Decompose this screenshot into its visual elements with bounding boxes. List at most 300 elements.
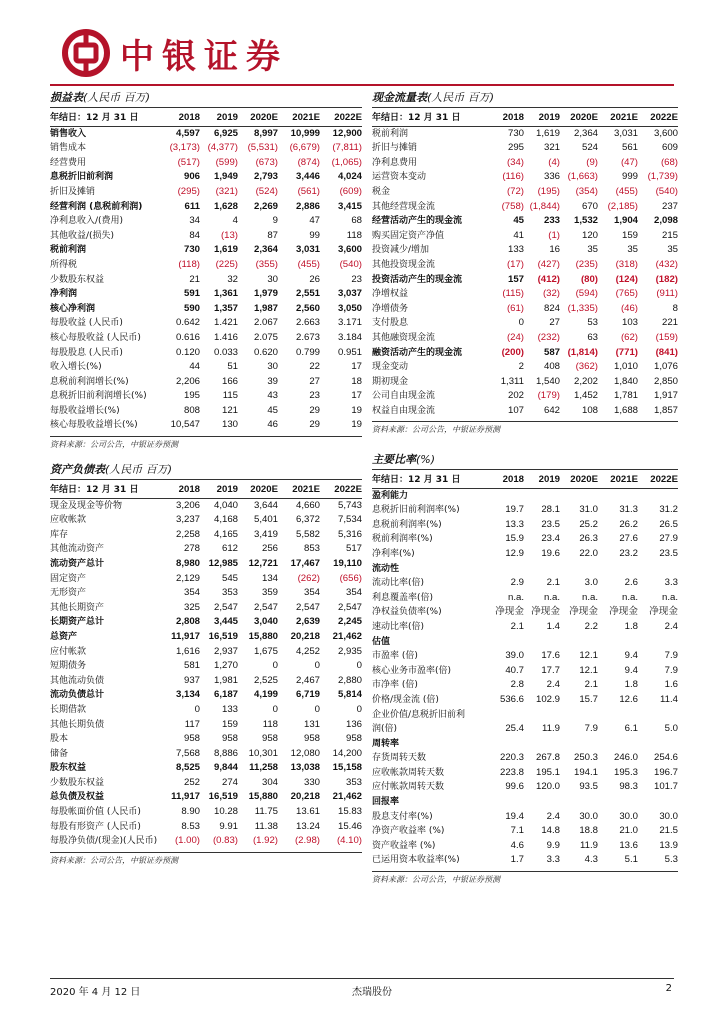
cell-value: 23.5 — [659, 547, 678, 559]
cell-value: 17 — [351, 390, 362, 402]
cell-value: 13.9 — [659, 839, 678, 851]
cell-value: 2,639 — [295, 616, 320, 628]
cell-value: (1,335) — [567, 302, 598, 314]
cell-value: 102.9 — [535, 693, 560, 705]
cell-value: 4,168 — [213, 514, 238, 526]
table-row — [50, 287, 362, 302]
cell-value — [524, 795, 560, 810]
row-label: 运营资本变动 — [372, 172, 427, 183]
cell-value: (159) — [655, 331, 678, 343]
cell-value: 545 — [221, 572, 238, 584]
cell-value: 304 — [261, 776, 278, 788]
cell-value: (262) — [297, 572, 320, 584]
cell-value: 2,245 — [337, 616, 362, 628]
cell-value: 2 — [518, 361, 524, 373]
cell-value: 999 — [621, 171, 638, 183]
cell-value: 3,446 — [295, 171, 320, 183]
cell-value: 196.7 — [653, 766, 678, 778]
cell-value: 3,237 — [175, 514, 200, 526]
cell-value: 256 — [261, 543, 278, 555]
table-row — [50, 776, 362, 791]
cell-value: (47) — [620, 156, 638, 168]
cell-value: (17) — [506, 258, 524, 270]
row-label: 投资活动产生的现金流 — [372, 274, 463, 285]
cell-value: 590 — [183, 302, 200, 314]
cell-value: 591 — [183, 288, 200, 300]
row-label: 现金及现金等价物 — [50, 500, 123, 511]
cell-value: 5.3 — [664, 854, 678, 866]
cell-value: 1,311 — [500, 375, 524, 387]
cell-value: 612 — [221, 543, 238, 555]
cell-value: 9.9 — [546, 839, 560, 851]
cell-value: 84 — [189, 229, 200, 241]
cell-value: 1,361 — [213, 288, 238, 300]
cell-value: 2.4 — [546, 679, 560, 691]
row-label: 其他收益/(损失) — [50, 230, 115, 241]
cell-value: 5.0 — [664, 723, 678, 735]
cash-flow-title — [372, 90, 678, 108]
key-ratios-table — [372, 473, 678, 868]
cell-value: 14.8 — [541, 825, 560, 837]
cell-value: 8,997 — [253, 127, 278, 139]
cell-value: 1,904 — [613, 215, 638, 227]
cell-value: 1,675 — [253, 645, 278, 657]
header-year: 2021E — [598, 473, 638, 488]
cell-value: 524 — [581, 142, 598, 154]
row-label: 库存 — [50, 529, 69, 540]
cell-value: 13.24 — [295, 820, 320, 832]
cell-value: 3,600 — [653, 127, 678, 139]
cell-value: 130 — [221, 419, 238, 431]
row-label: 应付帐款周转天数 — [372, 782, 445, 793]
cell-value: 11.38 — [254, 820, 278, 832]
cell-value: 20,218 — [290, 630, 320, 642]
row-label: 其他长期负债 — [50, 719, 105, 730]
cell-value: 31.0 — [579, 504, 598, 516]
row-label: 周转率 — [372, 738, 400, 749]
cell-value: 2,206 — [175, 375, 200, 387]
cell-value: 35 — [587, 244, 598, 256]
table-row — [50, 389, 362, 404]
balance-sheet-section — [50, 462, 362, 866]
cell-value: 587 — [543, 346, 560, 358]
cell-value — [490, 795, 524, 810]
cell-value: 4,660 — [295, 499, 320, 511]
cell-value: (599) — [215, 156, 238, 168]
cell-value: 2,129 — [175, 572, 200, 584]
row-label: 息税折旧前利润增长(%) — [50, 391, 147, 402]
cell-value — [490, 488, 524, 503]
table-row — [372, 737, 678, 752]
cell-value: 6.1 — [624, 723, 638, 735]
row-label: 核心净利润 — [50, 303, 96, 314]
table-row — [50, 703, 362, 718]
cell-value: 8,980 — [175, 557, 200, 569]
cell-value: 2,364 — [253, 244, 278, 256]
cell-value: (225) — [215, 258, 238, 270]
cell-value: 118 — [262, 718, 278, 730]
cell-value: 0 — [518, 317, 524, 329]
cell-value: 3.0 — [584, 577, 598, 589]
cell-value: 0 — [272, 703, 278, 715]
footer-company: 杰瑞股份 — [352, 987, 392, 998]
table-row — [50, 156, 362, 171]
cell-value: 1,540 — [535, 375, 560, 387]
cell-value — [490, 708, 524, 723]
cell-value: 808 — [183, 404, 200, 416]
cell-value: 40.7 — [505, 664, 524, 676]
cell-value: 12,900 — [332, 127, 362, 139]
row-label: 每股有形资产 (人民币) — [50, 821, 141, 832]
cell-value: 0.616 — [175, 331, 200, 343]
cell-value: 2.4 — [546, 810, 560, 822]
cell-value: (179) — [537, 390, 560, 402]
cell-value: (540) — [339, 258, 362, 270]
header-year: 2022E — [320, 483, 362, 498]
cell-value: (46) — [620, 302, 638, 314]
footer-rule — [50, 978, 674, 979]
cell-value: n.a. — [507, 591, 524, 603]
cell-value: 246.0 — [613, 752, 638, 764]
table-row — [50, 360, 362, 375]
cell-value: 2.1 — [510, 620, 524, 632]
cell-value: 11.75 — [254, 806, 278, 818]
row-label: 长期借款 — [50, 704, 87, 715]
cell-value: 9.91 — [219, 820, 238, 832]
header-year: 2021E — [278, 483, 320, 498]
cell-value: 18.8 — [579, 825, 598, 837]
cell-value — [524, 562, 560, 577]
cash-flow-source: 资料来源：公司公告，中银证券预测 — [372, 421, 678, 435]
cell-value: 6,925 — [213, 127, 238, 139]
table-row — [50, 834, 362, 849]
cell-value: 10,301 — [248, 747, 278, 759]
cell-value: (32) — [542, 288, 560, 300]
row-label: 流动资产总计 — [50, 558, 105, 569]
cell-value: 1.421 — [213, 317, 238, 329]
cell-value — [598, 795, 638, 810]
header-year: 2019 — [200, 111, 238, 126]
income-statement-source: 资料来源：公司公告，中银证券预测 — [50, 436, 362, 450]
balance-sheet-source: 资料来源：公司公告，中银证券预测 — [50, 852, 362, 866]
cell-value: 44 — [189, 361, 200, 373]
table-row — [372, 591, 678, 606]
cell-value: 354 — [345, 587, 362, 599]
cell-value: 30.0 — [659, 810, 678, 822]
row-label: 净利率(%) — [372, 548, 415, 559]
cell-value: 11,258 — [249, 762, 278, 774]
cell-value: 19.7 — [505, 504, 524, 516]
cell-value: (124) — [615, 273, 638, 285]
table-row — [50, 615, 362, 630]
cell-value: 39 — [267, 375, 278, 387]
cell-value: 408 — [543, 361, 560, 373]
cell-value: 2,886 — [295, 200, 320, 212]
cell-value: 17.6 — [541, 650, 560, 662]
cell-value: 13.61 — [295, 806, 320, 818]
cell-value: 23.5 — [541, 518, 560, 530]
cell-value: (9) — [586, 156, 598, 168]
table-row — [50, 572, 362, 587]
row-label: 股本 — [50, 734, 69, 745]
cell-value: 5,316 — [337, 528, 362, 540]
cell-value: 2,364 — [573, 127, 598, 139]
row-label: 核心每股收益 (人民币) — [50, 332, 141, 343]
cell-value: 10.28 — [213, 806, 238, 818]
cell-value: 103 — [621, 317, 638, 329]
cell-value: (24) — [506, 331, 524, 343]
cell-value: 3,644 — [253, 499, 278, 511]
cell-value: 0.642 — [175, 317, 200, 329]
table-row — [50, 790, 362, 805]
cell-value: 98.3 — [619, 781, 638, 793]
table-row — [50, 273, 362, 288]
cell-value: 13.3 — [505, 518, 524, 530]
table-row — [50, 141, 362, 156]
table-row — [372, 751, 678, 766]
cell-value: 131 — [303, 718, 320, 730]
header-label: 年结日：12 月 31 日 — [50, 483, 162, 498]
section-unit: (人民币 百万) — [427, 91, 495, 104]
table-row — [372, 576, 678, 591]
table-row — [50, 258, 362, 273]
cell-value: 958 — [183, 733, 200, 745]
cell-value: 581 — [183, 660, 200, 672]
cell-value: 93.5 — [579, 781, 598, 793]
row-label: 润(倍) — [372, 724, 398, 735]
cell-value: 12.1 — [579, 664, 598, 676]
cell-value: (4,377) — [207, 142, 238, 154]
cell-value: 26.2 — [619, 518, 638, 530]
row-label: 净利息收入/(费用) — [50, 216, 124, 227]
cell-value: 195.3 — [613, 766, 638, 778]
table-row — [50, 331, 362, 346]
row-label: 其他经营现金流 — [372, 201, 436, 212]
cell-value: 21.5 — [659, 825, 678, 837]
cell-value: 15.7 — [579, 693, 598, 705]
cell-value: 30.0 — [619, 810, 638, 822]
cell-value: n.a. — [581, 591, 598, 603]
cell-value: (182) — [655, 273, 678, 285]
cell-value: 118 — [346, 229, 362, 241]
cell-value: 4,040 — [213, 499, 238, 511]
cell-value: (758) — [501, 200, 524, 212]
cell-value: 53 — [587, 317, 598, 329]
cell-value: 17 — [351, 361, 362, 373]
cell-value: (118) — [178, 258, 200, 270]
cell-value: (34) — [506, 156, 524, 168]
cell-value: 16,519 — [208, 791, 238, 803]
cell-value: 1,979 — [253, 288, 278, 300]
cell-value: 15,880 — [248, 630, 278, 642]
cell-value: 2.4 — [664, 620, 678, 632]
cell-value: 7.1 — [510, 825, 524, 837]
key-ratios-source: 资料来源：公司公告，中银证券预测 — [372, 871, 678, 885]
cell-value: 32 — [227, 273, 238, 285]
cell-value — [560, 708, 598, 723]
section-title-text: 资产负债表 — [50, 463, 105, 476]
cell-value: 2.673 — [295, 331, 320, 343]
row-label: 应付帐款 — [50, 646, 87, 657]
row-label: 支付股息 — [372, 318, 409, 329]
table-row — [372, 316, 678, 331]
cell-value: (61) — [506, 302, 524, 314]
table-row — [372, 302, 678, 317]
row-label: 其他长期资产 — [50, 602, 105, 613]
table-row — [372, 635, 678, 650]
table-header-row — [50, 111, 362, 126]
row-label: 核心每股收益增长(%) — [50, 420, 138, 431]
cell-value: 15,158 — [332, 762, 362, 774]
cell-value: 730 — [183, 244, 200, 256]
table-row — [50, 302, 362, 317]
table-row — [372, 170, 678, 185]
cell-value: (874) — [297, 156, 320, 168]
cell-value: 15.46 — [337, 820, 362, 832]
row-label: 现金变动 — [372, 362, 409, 373]
cell-value: 27 — [549, 317, 560, 329]
income-statement-title — [50, 90, 362, 108]
cell-value: 6,372 — [295, 514, 320, 526]
cell-value: 0 — [314, 703, 320, 715]
cell-value: 34 — [189, 215, 200, 227]
cell-value: 1,270 — [213, 660, 238, 672]
row-label: 净权益负债率(%) — [372, 607, 442, 618]
cell-value: 27.9 — [659, 533, 678, 545]
row-label: 税前利润 — [50, 245, 87, 256]
table-row — [372, 649, 678, 664]
table-row — [372, 488, 678, 503]
cell-value: 1,619 — [213, 244, 238, 256]
cell-value: (1,814) — [567, 346, 598, 358]
cell-value: 46 — [267, 419, 278, 431]
header-year: 2019 — [524, 111, 560, 126]
table-row — [50, 214, 362, 229]
cell-value: (540) — [655, 185, 678, 197]
cell-value: (2,185) — [607, 200, 638, 212]
cell-value — [560, 635, 598, 650]
table-row — [50, 418, 362, 433]
cell-value: 354 — [303, 587, 320, 599]
cell-value: 609 — [661, 142, 678, 154]
cell-value — [490, 737, 524, 752]
header-rule — [50, 84, 674, 86]
cell-value: 730 — [507, 127, 524, 139]
header-year: 2020E — [560, 473, 598, 488]
cell-value: 2,269 — [253, 200, 278, 212]
section-title-text: 主要比率 — [372, 453, 416, 466]
cell-value: 4,024 — [337, 171, 362, 183]
row-label: 净利润 — [50, 289, 78, 300]
cell-value — [638, 737, 678, 752]
cell-value: 7,534 — [337, 514, 362, 526]
table-row — [50, 243, 362, 258]
cell-value: 25.4 — [505, 723, 524, 735]
table-row — [372, 839, 678, 854]
row-label: 净增债务 — [372, 303, 409, 314]
cell-value: 3,206 — [175, 499, 200, 511]
cell-value: 252 — [183, 776, 200, 788]
cell-value: 517 — [345, 543, 362, 555]
cell-value: (318) — [615, 258, 638, 270]
row-label: 期初现金 — [372, 376, 409, 387]
cell-value: (1.92) — [252, 835, 278, 847]
row-label: 经营费用 — [50, 157, 87, 168]
cell-value: 1,357 — [213, 302, 238, 314]
cell-value: 611 — [184, 200, 200, 212]
cell-value: 2.9 — [510, 577, 524, 589]
cell-value: 670 — [581, 200, 598, 212]
cell-value: 23.2 — [619, 547, 638, 559]
row-label: 融资活动产生的现金流 — [372, 347, 463, 358]
table-row — [372, 503, 678, 518]
header-year: 2019 — [524, 473, 560, 488]
header-year: 2019 — [200, 483, 238, 498]
header-label: 年结日：12 月 31 日 — [372, 111, 490, 126]
header-year: 2022E — [638, 473, 678, 488]
table-row — [50, 316, 362, 331]
cell-value: 7,568 — [175, 747, 200, 759]
table-row — [50, 346, 362, 361]
cell-value — [638, 708, 678, 723]
table-row — [50, 747, 362, 762]
cell-value: 0 — [356, 660, 362, 672]
cell-value: 9.4 — [624, 664, 638, 676]
cell-value: 117 — [184, 718, 200, 730]
row-label: 净利息费用 — [372, 157, 418, 168]
row-label: 折旧与摊销 — [372, 143, 418, 154]
cell-value: 2,202 — [573, 375, 598, 387]
row-label: 息税前利润增长(%) — [50, 376, 129, 387]
cell-value: (62) — [620, 331, 638, 343]
cell-value: 121 — [221, 404, 238, 416]
cell-value: 35 — [627, 244, 638, 256]
cell-value: 325 — [183, 601, 200, 613]
row-label: 购买固定资产净值 — [372, 230, 445, 241]
cell-value: (235) — [575, 258, 598, 270]
cell-value: 0.033 — [213, 346, 238, 358]
cell-value: 7.9 — [584, 723, 598, 735]
cell-value — [560, 488, 598, 503]
cell-value — [524, 635, 560, 650]
cell-value: (13) — [220, 229, 238, 241]
cell-value: 99.6 — [505, 781, 524, 793]
cell-value: 47 — [309, 215, 320, 227]
cell-value: (1,739) — [647, 171, 678, 183]
cell-value: 336 — [543, 171, 560, 183]
cell-value: 净现金 — [569, 606, 598, 618]
cell-value: 2,935 — [337, 645, 362, 657]
cell-value: 43 — [267, 390, 278, 402]
cell-value: 0 — [272, 660, 278, 672]
cell-value: (4) — [548, 156, 560, 168]
cell-value: 2.663 — [295, 317, 320, 329]
cell-value: 5,743 — [337, 499, 362, 511]
cell-value — [524, 488, 560, 503]
cell-value: 2.075 — [253, 331, 278, 343]
cell-value: 2,547 — [337, 601, 362, 613]
cell-value: 8,525 — [175, 762, 200, 774]
cell-value: (321) — [215, 185, 238, 197]
cash-flow-table — [372, 111, 678, 418]
table-row — [372, 360, 678, 375]
table-row — [372, 693, 678, 708]
cell-value: 8.90 — [181, 806, 200, 818]
table-row — [50, 820, 362, 835]
table-row — [372, 141, 678, 156]
cell-value: 0.120 — [175, 346, 200, 358]
table-row — [50, 645, 362, 660]
